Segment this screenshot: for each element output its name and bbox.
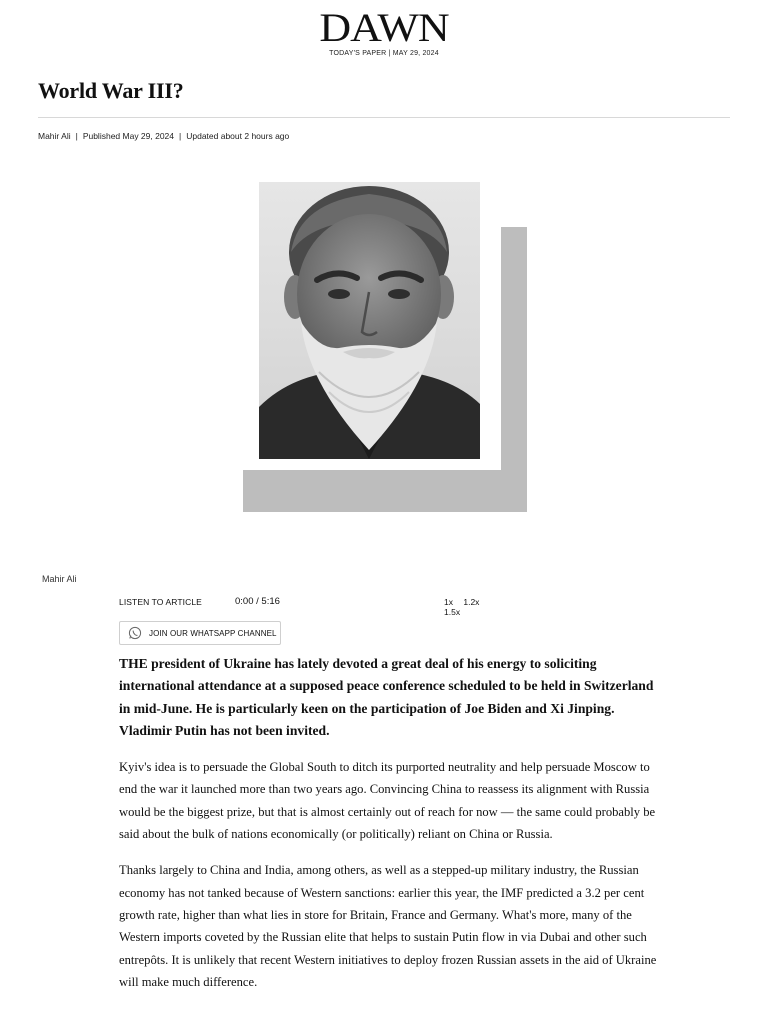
published-date: Published May 29, 2024	[82, 131, 175, 141]
speed-1.5x-button[interactable]: 1.5x	[444, 607, 461, 617]
page-title: World War III?	[38, 78, 184, 103]
byline: Mahir Ali | Published May 29, 2024 | Updated about 2 hours ago	[38, 131, 290, 141]
body-paragraph: Kyiv's idea is to persuade the Global South to ditch its purported neutrality and help persuade Moscow to end the war it launched more than two years ago. Convincing China to reassess its alignment with Russia would be the biggest prize, but that is almost certainly out of reach for now — the same could probably be said about the bulk of nations economically (or politically) reliant on China or Russia.	[119, 760, 656, 842]
playback-speed-options	[444, 597, 509, 617]
author-link[interactable]: Mahir Ali	[38, 131, 71, 141]
article-body	[119, 653, 659, 993]
listen-to-article-button[interactable]: LISTEN TO ARTICLE	[119, 597, 202, 607]
divider	[38, 117, 730, 118]
speed-1x-button[interactable]: 1x	[444, 597, 453, 607]
photo-caption: Mahir Ali	[42, 574, 77, 584]
speed-1.2x-button[interactable]: 1.2x	[463, 597, 480, 607]
whatsapp-channel-label: JOIN OUR WHATSAPP CHANNEL	[149, 628, 277, 638]
audio-player	[119, 596, 509, 617]
whatsapp-channel-button[interactable]	[119, 621, 281, 645]
whatsapp-icon	[128, 626, 142, 640]
lead-paragraph: THE president of Ukraine has lately devoted a great deal of his energy to soliciting international attendance at a supposed peace conference scheduled to be held in Switzerland in mid-June. He is particularly keen on the participation of Joe Biden and Xi Jinping. Vladimir Putin has not been invited.	[119, 656, 654, 738]
dawn-logo[interactable]: DAWN	[319, 5, 449, 51]
updated-time: Updated about 2 hours ago	[186, 131, 290, 141]
audio-time: 0:00 / 5:16	[235, 596, 280, 607]
todays-paper-link[interactable]: TODAY'S PAPER | MAY 29, 2024	[329, 50, 439, 57]
masthead	[0, 6, 768, 57]
body-paragraph: Thanks largely to China and India, among others, as well as a stepped-up military industry, the Russian economy has not tanked because of Western sanctions: earlier this year, the IMF predicted a 3.2 per cent growth rate, higher than what lies in store for Britain, France and Germany. What's more, many of the Western imports coveted by the Russian elite that helps to sustain Putin flow in via Dubai and other such entrepôts. It is unlikely that recent Western initiatives to deploy frozen Russian assets in the aid of Ukraine will make much difference.	[119, 863, 657, 989]
author-photo	[259, 182, 480, 459]
